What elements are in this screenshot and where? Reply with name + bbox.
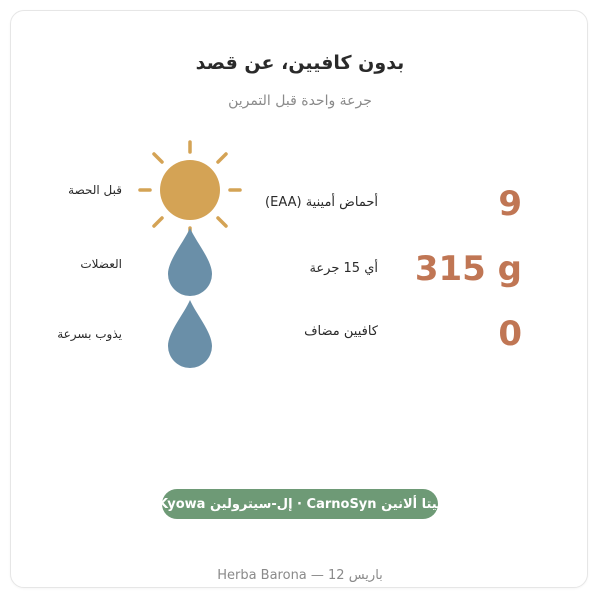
footer-text: Herba Barona — 12 باريس [217,568,383,583]
stat-value-caffeine: 0 [498,314,522,354]
stat-value-eaa: 9 [498,184,522,224]
icon-label-dissolves-fast: يذوب بسرعة [57,327,122,341]
stat-value-weight: 315 g [414,249,522,289]
stat-label-doses: أي 15 جرعة [309,261,378,276]
sun-icon [135,140,245,240]
droplet-icon [165,226,215,296]
card-subtitle: جرعة واحدة قبل التمرين [228,93,372,109]
icon-label-muscles: العضلات [80,257,122,271]
ingredients-badge: بيتا ألانين CarnoSyn · إل-سيترولين Kyowa [162,489,438,519]
card-title: بدون كافيين، عن قصد [195,52,405,74]
stat-label-eaa: أحماض أمينية (EAA) [265,195,378,210]
droplet-icon [165,298,215,368]
stat-label-caffeine: كافيين مضاف [304,324,378,339]
icon-label-before-session: قبل الحصة [68,183,122,197]
